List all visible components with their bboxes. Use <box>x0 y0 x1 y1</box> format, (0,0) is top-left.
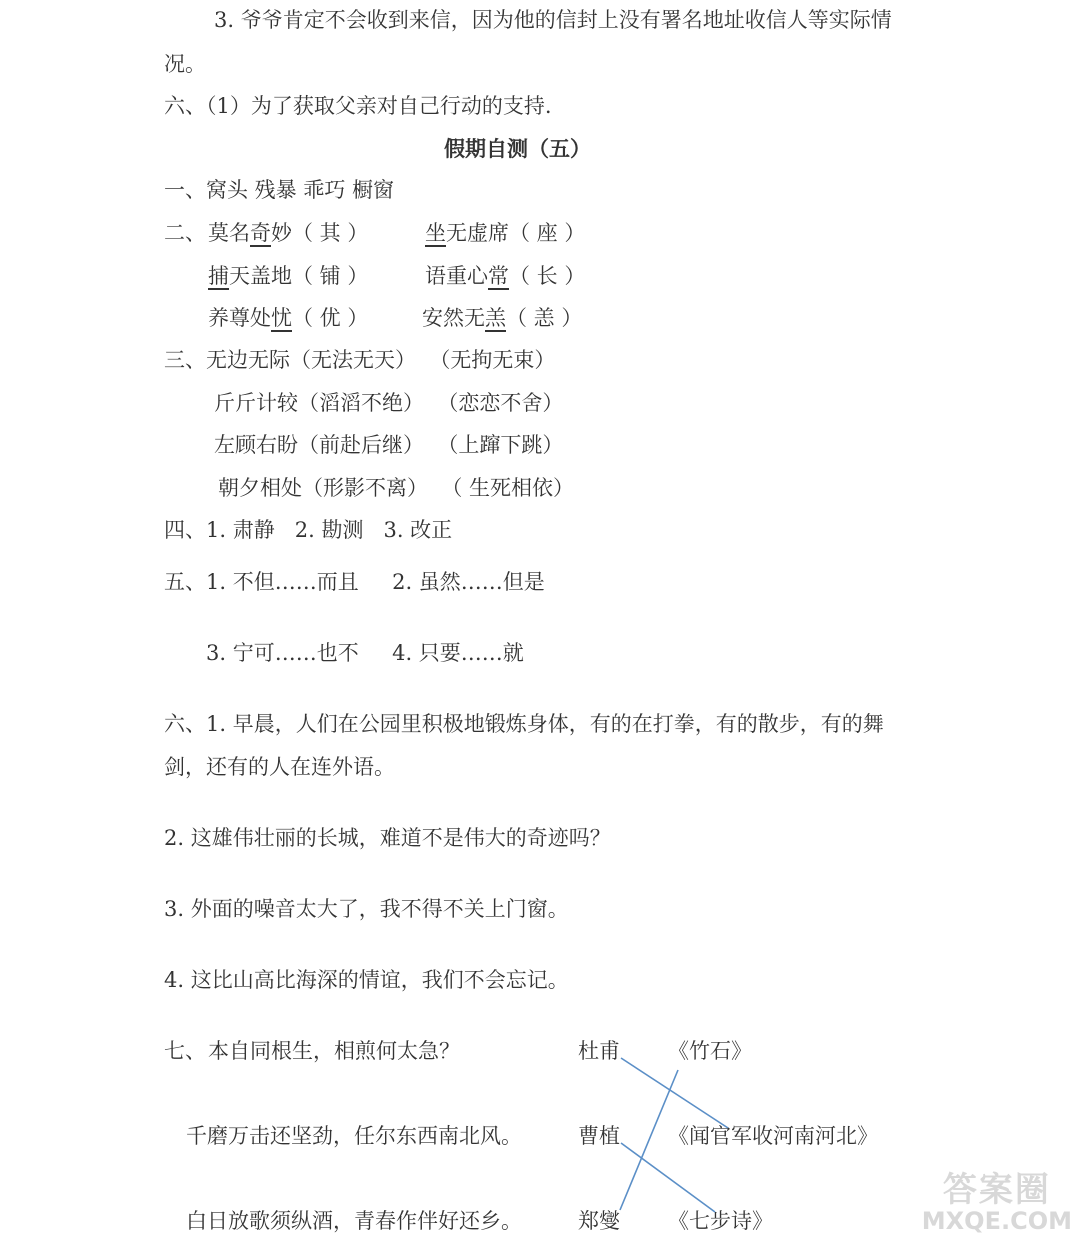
answer-2-label: 二、 <box>164 221 206 245</box>
watermark-url: MXQE.COM <box>921 1207 1072 1235</box>
answer-6-sentence-1b: 剑，还有的人在连外语。 <box>164 755 395 779</box>
answer-4: 四、1. 肃静 2. 勘测 3. 改正 <box>164 518 453 542</box>
answer-5-row2: 3. 宁可……也不 4. 只要……就 <box>206 641 524 665</box>
prev-answer-3-line1: 3. 爷爷肯定不会收到来信，因为他的信封上没有署名地址收信人等实际情 <box>214 8 892 32</box>
poem-line: 本自同根生，相煎何太急？ <box>208 1039 460 1063</box>
idiom-item: 坐无虚席（ 座 ） <box>425 221 586 245</box>
poem-line: 白日放歌须纵酒，青春作伴好还乡。 <box>186 1209 522 1233</box>
poem-title: 《竹石》 <box>668 1039 752 1063</box>
watermark-logo <box>922 1162 1072 1235</box>
answer-6-sentence-1a: 六、1. 早晨，人们在公园里积极地锻炼身体，有的在打拳，有的散步，有的舞 <box>164 712 884 736</box>
idiom-item: 莫名奇妙（ 其 ） <box>208 221 369 245</box>
answer-6-sentence-4: 4. 这比山高比海深的情谊，我们不会忘记。 <box>164 968 569 992</box>
match-line <box>620 1070 678 1210</box>
answer-5-row1: 五、1. 不但……而且 2. 虽然……但是 <box>164 570 545 594</box>
poet-name: 曹植 <box>578 1124 620 1148</box>
poem-line: 千磨万击还坚劲，任尔东西南北风。 <box>186 1124 522 1148</box>
answer-3-row: 斤斤计较（滔滔不绝） （恋恋不舍） <box>214 391 564 415</box>
poet-name: 杜甫 <box>578 1039 620 1063</box>
poem-title: 《闻官军收河南河北》 <box>668 1124 878 1148</box>
answer-6-sentence-2: 2. 这雄伟壮丽的长城，难道不是伟大的奇迹吗？ <box>164 826 611 850</box>
page-title: 假期自测（五） <box>444 136 591 161</box>
answer-3-row: 朝夕相处（形影不离） （ 生死相依） <box>218 476 575 500</box>
watermark-text: 答案圈 <box>942 1170 1051 1210</box>
idiom-item: 语重心常（ 长 ） <box>425 264 586 288</box>
prev-answer-3-line2: 况。 <box>164 52 206 76</box>
answer-6-sentence-3: 3. 外面的噪音太大了，我不得不关上门窗。 <box>164 897 569 921</box>
answer-1: 一、窝头 残暴 乖巧 橱窗 <box>164 178 395 202</box>
idiom-item: 养尊处忧（ 优 ） <box>208 306 369 330</box>
match-line <box>621 1143 715 1212</box>
poem-title: 《七步诗》 <box>668 1209 773 1233</box>
answer-3-row: 左顾右盼（前赴后继） （上蹿下跳） <box>214 433 564 457</box>
idiom-item: 安然无羔（ 恙 ） <box>422 306 583 330</box>
prev-answer-6: 六、（1）为了获取父亲对自己行动的支持. <box>164 94 552 118</box>
answer-3-row: 三、无边无际（无法无天） （无拘无束） <box>164 348 556 372</box>
poet-name: 郑燮 <box>578 1209 620 1233</box>
match-line <box>621 1058 728 1128</box>
answer-7-label: 七、 <box>164 1039 206 1063</box>
idiom-item: 捕天盖地（ 铺 ） <box>208 264 369 288</box>
